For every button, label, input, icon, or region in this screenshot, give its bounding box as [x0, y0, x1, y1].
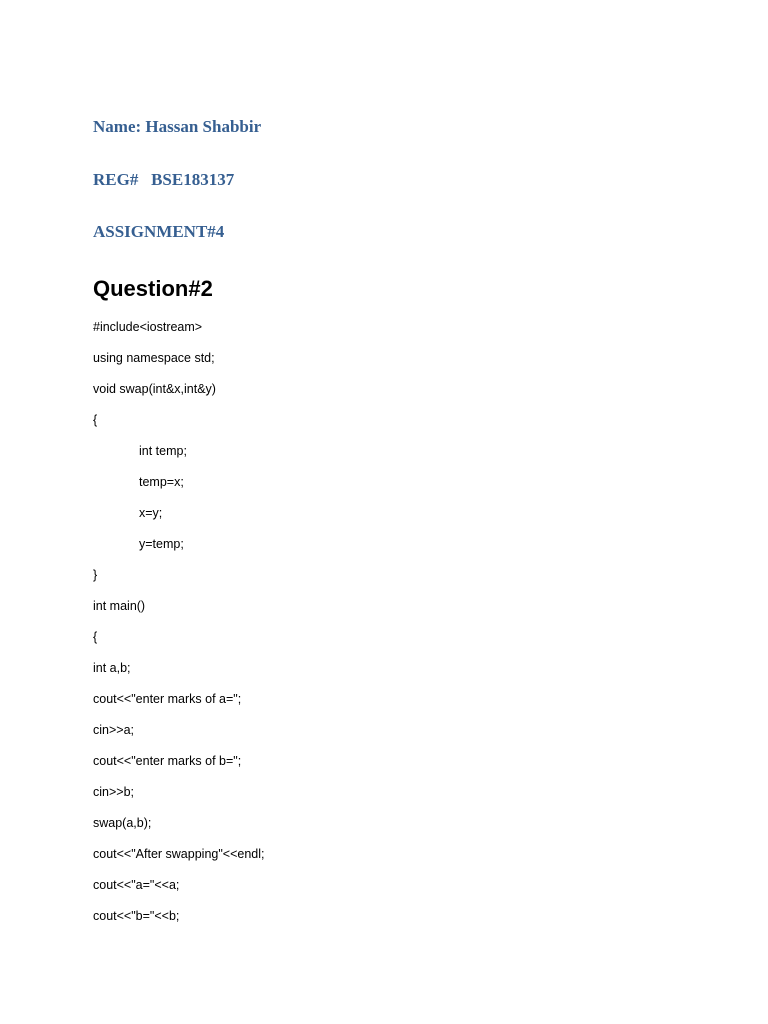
code-line: cin>>b;	[93, 785, 135, 799]
code-line: swap(a,b);	[93, 816, 152, 830]
code-line: y=temp;	[139, 537, 184, 551]
code-line: int main()	[93, 599, 146, 613]
code-line: int a,b;	[93, 661, 131, 675]
code-line: using namespace std;	[93, 351, 215, 365]
registration-number-heading: REG# BSE183137	[93, 170, 235, 189]
student-name-heading: Name: Hassan Shabbir	[93, 117, 262, 136]
code-line: cout<<"a="<<a;	[93, 878, 180, 892]
code-line: #include<iostream>	[93, 320, 203, 334]
code-line: x=y;	[139, 506, 163, 520]
code-line: cout<<"After swapping"<<endl;	[93, 847, 265, 861]
code-line: {	[93, 413, 98, 427]
assignment-heading: ASSIGNMENT#4	[93, 222, 225, 241]
code-line: temp=x;	[139, 475, 184, 489]
code-line: {	[93, 630, 98, 644]
question-title: Question#2	[93, 276, 213, 301]
code-line: }	[93, 568, 98, 582]
code-line: int temp;	[139, 444, 187, 458]
code-line: cout<<"enter marks of b=";	[93, 754, 242, 768]
code-line: cin>>a;	[93, 723, 135, 737]
code-line: cout<<"b="<<b;	[93, 909, 180, 923]
code-line: cout<<"enter marks of a=";	[93, 692, 242, 706]
code-line: void swap(int&x,int&y)	[93, 382, 216, 396]
